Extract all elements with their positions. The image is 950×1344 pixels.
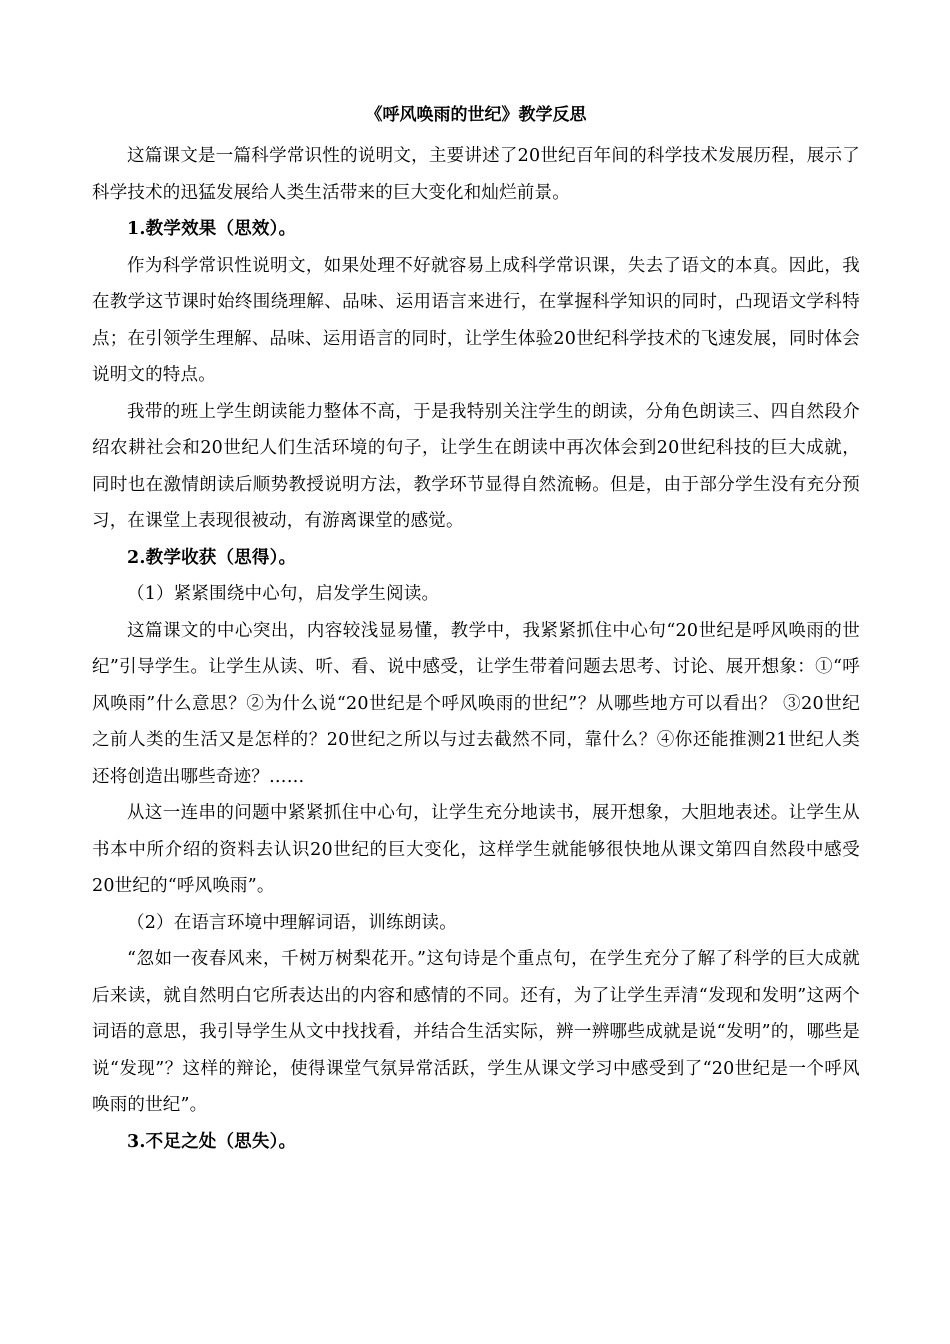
body-paragraph: 作为科学常识性说明文，如果处理不好就容易上成科学常识课，失去了语文的本真。因此，我在教学这节课时始终围绕理解、品味、运用语言来进行，在掌握科学知识的同时，凸现语文学科特点；在引领学生理解、品味、运用语言的同时，让学生体验20世纪科学技术的飞速发展，同时体会说明文的特点。: [92, 255, 860, 385]
body-paragraph: 这篇课文的中心突出，内容较浅显易懂，教学中，我紧紧抓住中心句“20世纪是呼风唤雨的世纪”引导学生。让学生从读、听、看、说中感受，让学生带着问题去思考、讨论、展开想象：①“呼风唤雨”什么意思？②为什么说“20世纪是个呼风唤雨的世纪”？从哪些地方可以看出？ ③20世纪之前人类的生活又是怎样的？20世纪之所以与过去截然不同，靠什么？④你还能推测21世纪人类还将创造出哪些奇迹？……: [92, 620, 860, 787]
body-paragraph: 我带的班上学生朗读能力整体不高，于是我特别关注学生的朗读，分角色朗读三、四自然段介绍农耕社会和20世纪人们生活环境的句子，让学生在朗读中再次体会到20世纪科技的巨大成就，同时也在激情朗读后顺势教授说明方法，教学环节显得自然流畅。但是，由于部分学生没有充分预习，在课堂上表现很被动，有游离课堂的感觉。: [92, 401, 860, 531]
section-heading-teaching-gain: 2.教学收获（思得）。: [127, 547, 297, 568]
subheading-language-context: （2）在语言环境中理解词语，训练朗读。: [127, 912, 457, 933]
section-heading-teaching-effect: 1.教学效果（思效）。: [127, 219, 297, 239]
section-heading-shortcomings: 3.不足之处（思失）。: [127, 1131, 297, 1152]
document-title: 《呼风唤雨的世纪》教学反思: [365, 105, 587, 125]
document-page: [92, 102, 860, 1160]
intro-paragraph: 这篇课文是一篇科学常识性的说明文，主要讲述了20世纪百年间的科学技术发展历程，展示了科学技术的迅猛发展给人类生活带来的巨大变化和灿烂前景。: [92, 146, 860, 203]
subheading-central-sentence: （1）紧紧围绕中心句，启发学生阅读。: [127, 584, 440, 604]
body-paragraph: “忽如一夜春风来，千树万树梨花开。”这句诗是个重点句，在学生充分了解了科学的巨大成就后来读，就自然明白它所表达出的内容和感情的不同。还有，为了让学生弄清“发现和发明”这两个词语的意思，我引导学生从文中找找看，并结合生活实际，辨一辨哪些成就是说“发明”的，哪些是说“发现”？这样的辩论，使得课堂气氛异常活跃，学生从课文学习中感受到了“20世纪是一个呼风唤雨的世纪”。: [92, 949, 860, 1115]
body-paragraph: 从这一连串的问题中紧紧抓住中心句，让学生充分地读书，展开想象，大胆地表述。让学生从书本中所介绍的资料去认识20世纪的巨大变化，这样学生就能够很快地从课文第四自然段中感受20世纪的“呼风唤雨”。: [92, 803, 860, 896]
